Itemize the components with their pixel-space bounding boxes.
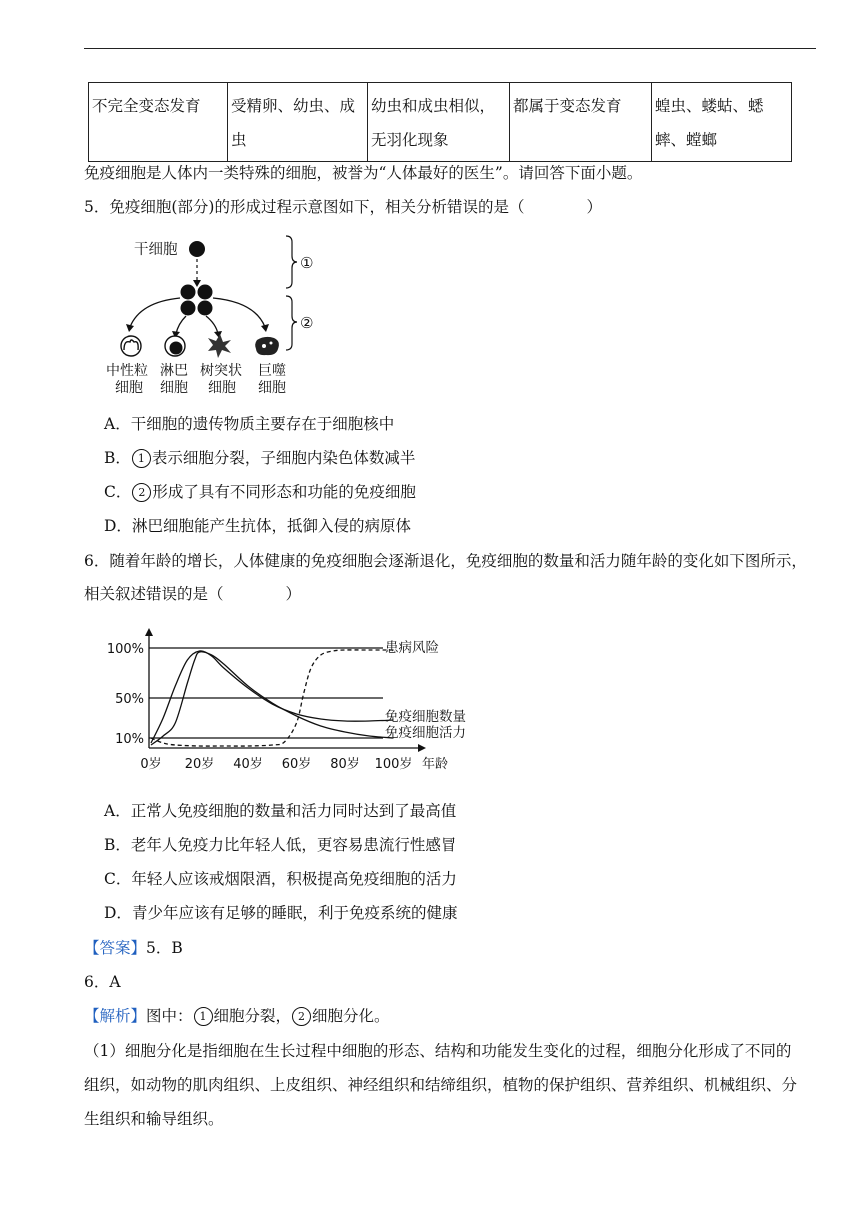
arrow-to-neutrophil [130, 298, 180, 327]
x-tick-label: 80岁 [330, 757, 360, 772]
dividing-cells-icon [181, 285, 213, 316]
stem-cell-label: 干细胞 [134, 242, 178, 258]
x-tick-label: 40岁 [233, 757, 263, 772]
series-line [151, 651, 394, 743]
intro-text: 免疫细胞是人体内一类特殊的细胞，被誉为“人体最好的医生”。请回答下面小题。 [84, 164, 643, 182]
bracket-1 [286, 236, 297, 288]
analysis-line1: 【解析】图中： 1 细胞分裂， 2 细胞分化。 [84, 1007, 390, 1025]
answer-tag: 【答案】 [84, 939, 147, 957]
bracket-1-label: ① [300, 254, 314, 272]
cell-label: 细胞 [160, 380, 188, 396]
immune-age-chart [100, 620, 490, 780]
cell-label: 细胞 [208, 380, 236, 396]
q6-stem-line2: 相关叙述错误的是（ ） [84, 585, 302, 603]
q6-stem-line1: 6．随着年龄的增长，人体健康的免疫细胞会逐渐退化，免疫细胞的数量和活力随年龄的变化如下图所示， [84, 552, 807, 570]
q5-option-a: A．干细胞的遗传物质主要存在于细胞核中 [104, 415, 395, 433]
answer-line-q6: 6．A [84, 973, 121, 991]
circled-number: 1 [132, 449, 151, 468]
lymphocyte-icon [165, 336, 185, 356]
cell-label: 淋巴 [160, 363, 188, 379]
cell-label: 中性粒 [106, 363, 148, 379]
x-tick-label: 100岁 [374, 757, 413, 772]
stem-cell-icon [189, 241, 205, 257]
q6-option-d: D．青少年应该有足够的睡眠，利于免疫系统的健康 [104, 904, 458, 922]
arrow-head [261, 324, 269, 332]
q6-option-c: C．年轻人应该戒烟限酒，积极提高免疫细胞的活力 [104, 870, 457, 888]
series-label: 患病风险 [385, 640, 439, 656]
q6-option-a: A．正常人免疫细胞的数量和活力同时达到了最高值 [104, 802, 457, 820]
header-table [88, 82, 792, 162]
table-cell: 幼虫和成虫相似，无羽化现象 [368, 83, 510, 162]
cell-label: 细胞 [115, 380, 143, 396]
neutrophil-icon [121, 336, 141, 356]
table-cell: 不完全变态发育 [89, 83, 228, 162]
cell-formation-diagram [100, 232, 340, 400]
series-label: 免疫细胞数量 [385, 709, 466, 725]
analysis-tag: 【解析】 [84, 1007, 147, 1025]
series-label: 免疫细胞活力 [385, 725, 466, 741]
macrophage-icon [255, 337, 279, 355]
x-tick-label: 20岁 [184, 757, 215, 772]
analysis-para1-line3: 生组织和输导组织。 [84, 1110, 224, 1128]
table-cell: 蝗虫、蝼蛄、蟋蟀、螳螂 [652, 83, 792, 162]
y-axis-arrow [145, 628, 153, 636]
arrow-to-dendritic [206, 316, 218, 334]
y-tick-label: 10% [115, 732, 144, 747]
answer-line-q5: 【答案】5．B [84, 939, 183, 957]
x-tick-label: 60岁 [281, 757, 312, 772]
dendritic-cell-icon [208, 334, 231, 358]
y-tick-label: 100% [106, 642, 144, 657]
q5-option-b: B． 1 表示细胞分裂，子细胞内染色体数减半 [104, 449, 416, 467]
q6-option-b: B．老年人免疫力比年轻人低，更容易患流行性感冒 [104, 836, 457, 854]
circled-number: 2 [292, 1007, 311, 1026]
x-tick-label: 0岁 [140, 757, 162, 772]
cell-label: 巨噬 [258, 363, 286, 379]
arrow-to-lymphocyte [176, 316, 186, 334]
q5-stem: 5．免疫细胞(部分)的形成过程示意图如下，相关分析错误的是（ ） [84, 198, 602, 216]
cell-label: 细胞 [258, 380, 286, 396]
table-row [89, 83, 792, 162]
header-rule [84, 48, 816, 49]
analysis-para1-line1: （1）细胞分化是指细胞在生长过程中细胞的形态、结构和功能发生变化的过程，细胞分化形成了不同的 [84, 1042, 792, 1060]
circled-number: 2 [132, 483, 151, 502]
bracket-2-label: ② [300, 314, 314, 332]
arrow-to-macrophage [213, 298, 265, 327]
analysis-para1-line2: 组织，如动物的肌肉组织、上皮组织、神经组织和结缔组织，植物的保护组织、营养组织、机械组织、分 [84, 1076, 798, 1094]
dashed-arrow-head [193, 280, 201, 287]
q5-option-c: C． 2 形成了具有不同形态和功能的免疫细胞 [104, 483, 416, 501]
arrow-head [126, 324, 134, 332]
q5-option-d: D．淋巴细胞能产生抗体，抵御入侵的病原体 [104, 517, 411, 535]
cell-label: 树突状 [200, 363, 242, 379]
circled-number: 1 [194, 1007, 213, 1026]
x-axis-arrow [418, 744, 426, 752]
y-tick-label: 50% [115, 692, 144, 707]
x-axis-label: 年龄 [422, 757, 449, 772]
table-cell: 受精卵、幼虫、成虫 [228, 83, 368, 162]
table-cell: 都属于变态发育 [510, 83, 652, 162]
bracket-2 [286, 296, 297, 350]
